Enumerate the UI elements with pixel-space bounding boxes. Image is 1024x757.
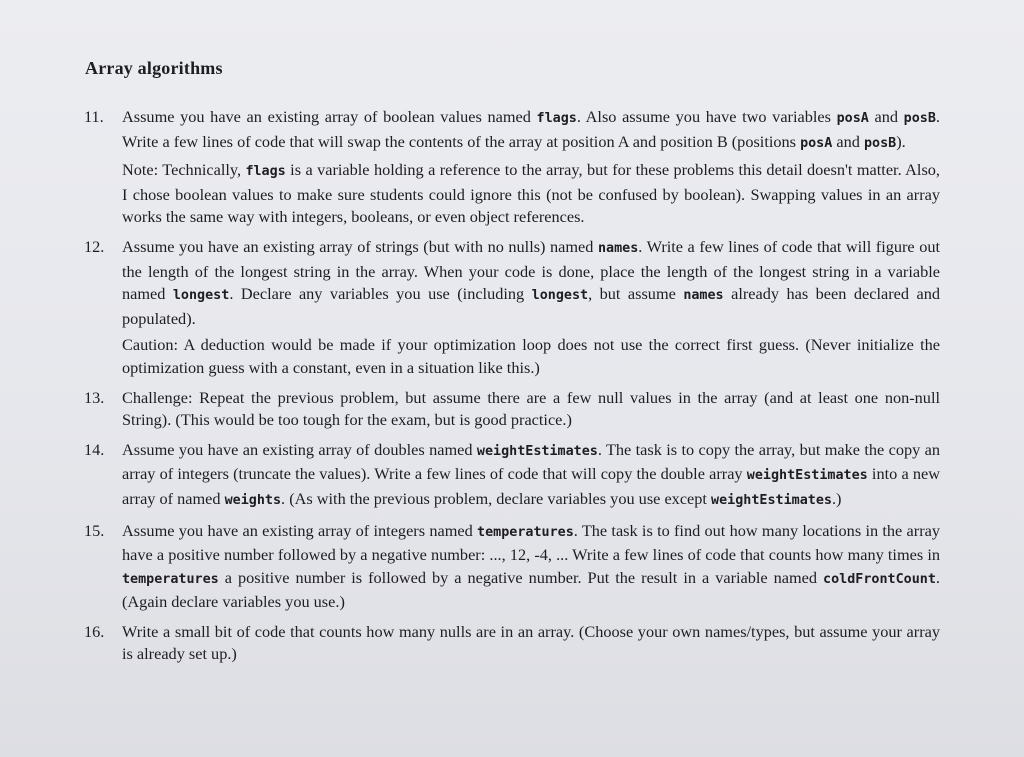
text-run: . Write a few lines of code that will swap the contents of the array at position A and position B (positions bbox=[122, 107, 940, 151]
problem-number: 12. bbox=[84, 236, 105, 256]
problem-text bbox=[122, 520, 940, 614]
code-identifier: temperatures bbox=[122, 571, 219, 587]
problem-13 bbox=[84, 387, 940, 432]
code-identifier: names bbox=[597, 240, 639, 256]
text-run: into a new array of named bbox=[122, 464, 940, 508]
problem-number: 14. bbox=[84, 439, 105, 459]
problem-number: 11. bbox=[84, 107, 104, 126]
text-run: . (As with the previous problem, declare variables you use except bbox=[281, 488, 712, 508]
section-heading: Array algorithms bbox=[85, 58, 223, 78]
text-run: . (Again declare variables you use.) bbox=[122, 567, 940, 612]
code-identifier: flags bbox=[536, 111, 577, 126]
text-run: . The task is to copy the array, but make the copy an array of integers (truncate the values). Write a few lines of code that will copy the double array bbox=[122, 439, 941, 484]
problem-caution: Caution: A deduction would be made if your optimization loop does not use the correct first guess. (Never initialize the optimization guess with a constant, even in a situation like this.) bbox=[122, 335, 940, 377]
text-run: already has been declared and populated). bbox=[122, 284, 940, 328]
problem-list bbox=[84, 106, 940, 666]
code-identifier: weightEstimates bbox=[711, 492, 832, 508]
code-identifier: names bbox=[683, 288, 724, 304]
text-run: a positive number is followed by a negative number. Put the result in a variable named bbox=[218, 567, 824, 587]
code-identifier: flags bbox=[245, 164, 286, 180]
code-identifier: weightEstimates bbox=[476, 443, 598, 459]
problem-text bbox=[122, 439, 940, 513]
text-run: .) bbox=[831, 488, 842, 508]
text-run: Assume you have an existing array of strings (but with no nulls) named bbox=[122, 236, 598, 256]
problem-text bbox=[122, 106, 940, 155]
code-identifier: longest bbox=[531, 288, 589, 304]
text-run: , but assume bbox=[588, 284, 684, 304]
text-run: Assume you have an existing array of doubles named bbox=[122, 439, 477, 459]
text-run: is a variable holding a reference to the array, but for these problems this detail doesn't matter. Also, I chose boolean values to make sure students could ignore this (not be confused by boolean). Swapping values in an array works the same way with integers, booleans, or even object references. bbox=[122, 160, 940, 227]
code-identifier: coldFrontCount bbox=[823, 571, 936, 587]
code-identifier: weightEstimates bbox=[746, 468, 868, 484]
text-run: Assume you have an existing array of boolean values named bbox=[122, 107, 537, 126]
problem-text: Challenge: Repeat the previous problem, but assume there are a few null values in the array (and at least one non-null String). (This would be too tough for the exam, but is good practice.) bbox=[122, 387, 940, 430]
problem-15 bbox=[84, 520, 940, 614]
problem-text: Write a small bit of code that counts how many nulls are in an array. (Choose your own names/types, but assume your array is already set up.) bbox=[122, 621, 940, 664]
text-run: and bbox=[832, 131, 864, 151]
problem-number: 13. bbox=[84, 387, 105, 407]
text-run: Assume you have an existing array of integers named bbox=[122, 520, 478, 540]
problem-number: 15. bbox=[84, 520, 105, 540]
problem-number: 16. bbox=[84, 621, 105, 641]
code-identifier: posB bbox=[863, 135, 897, 151]
code-identifier: posA bbox=[800, 135, 833, 151]
code-identifier: posB bbox=[903, 111, 936, 126]
problem-16 bbox=[84, 621, 940, 666]
problem-text bbox=[122, 236, 940, 330]
problem-note bbox=[122, 159, 940, 229]
code-identifier: weights bbox=[224, 492, 282, 508]
text-run: . Also assume you have two variables bbox=[576, 107, 837, 126]
problem-12 bbox=[84, 236, 940, 380]
text-run: . The task is to find out how many locations in the array have a positive number followed by a negative number: ..., 12, -4, ... Write a few lines of code that counts how many times in bbox=[122, 520, 940, 565]
problem-11 bbox=[84, 106, 940, 229]
text-run: Note: Technically, bbox=[122, 160, 246, 180]
code-identifier: posA bbox=[836, 111, 869, 126]
code-identifier: longest bbox=[172, 288, 230, 304]
code-identifier: temperatures bbox=[477, 524, 574, 540]
problem-14 bbox=[84, 439, 940, 513]
text-run: . Declare any variables you use (including bbox=[229, 284, 532, 304]
text-run: ). bbox=[896, 131, 906, 151]
text-run: and bbox=[868, 107, 904, 126]
text-run: . Write a few lines of code that will figure out the length of the longest string in the array. When your code is done, place the length of the longest string in a variable named bbox=[122, 236, 940, 304]
